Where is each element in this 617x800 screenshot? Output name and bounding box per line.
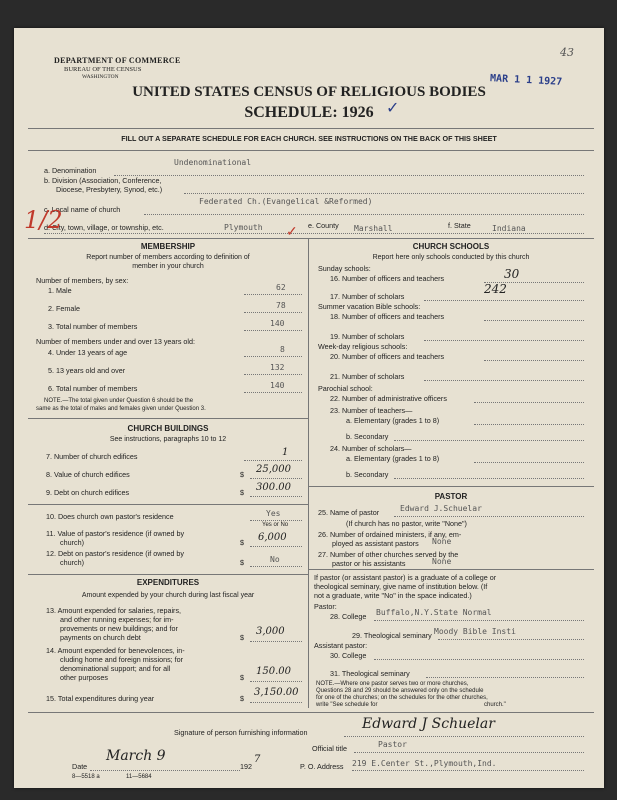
department-label: DEPARTMENT OF COMMERCE: [54, 56, 181, 65]
q26-value: None: [432, 537, 452, 546]
denomination-value: Undenominational: [174, 158, 252, 167]
q6-value: 140: [270, 381, 285, 390]
summer-label: Summer vacation Bible schools:: [318, 302, 421, 311]
assistant-sublabel: Assistant pastor:: [314, 641, 368, 650]
q27-value: None: [432, 557, 452, 566]
q13-label-4: payments on church debt: [60, 633, 141, 642]
q10-label: 10. Does church own pastor's residence: [46, 512, 174, 521]
q7-label: 7. Number of church edifices: [46, 452, 138, 461]
pastor-note-3: for one of the churches; on the schedules for the other churches,: [316, 695, 488, 701]
address-value: 219 E.Center St.,Plymouth,Ind.: [352, 759, 497, 768]
q5-value: 132: [270, 363, 285, 372]
date-label: Date: [72, 762, 88, 771]
q25-value: Edward J.Schuelar: [400, 504, 482, 513]
q9-label: 9. Debt on church edifices: [46, 488, 130, 497]
q18-label: 18. Number of officers and teachers: [330, 312, 445, 321]
bureau-label: BUREAU OF THE CENSUS: [64, 66, 142, 73]
county-value: Marshall: [354, 224, 393, 233]
q4-value: 8: [280, 345, 285, 354]
membership-note-2: same as the total of males and females given under Question 3.: [36, 406, 206, 412]
pastor-note-5: church.": [484, 702, 506, 708]
buildings-sub: See instructions, paragraphs 10 to 12: [109, 436, 227, 443]
q14-label-4: other purposes: [60, 673, 108, 682]
q27-label-1: 27. Number of other churches served by the: [318, 550, 459, 559]
pastor-sublabel: Pastor:: [314, 602, 337, 611]
q22-label: 22. Number of administrative officers: [330, 394, 447, 403]
margin-mark: 1/2: [24, 206, 63, 234]
q15-value: 3,150.00: [254, 687, 299, 698]
q13-value: 3,000: [256, 626, 285, 637]
membership-heading: MEMBERSHIP: [140, 242, 196, 251]
q16-value: 30: [504, 267, 520, 281]
pastor-note-1: NOTE.—Where one pastor serves two or more churches,: [316, 681, 469, 687]
form-number: 8—5518 a: [72, 774, 100, 780]
q11-label-2: church): [60, 538, 84, 547]
state-label: f. State: [448, 221, 471, 230]
q8-value: 25,000: [256, 464, 291, 475]
q1-label: 1. Male: [48, 286, 72, 295]
q4-label: 4. Under 13 years of age: [48, 348, 128, 357]
church-name-value: Federated Ch.(Evangelical &Reformed): [199, 197, 373, 206]
q16-label: 16. Number of officers and teachers: [330, 274, 445, 283]
q30-label: 30. College: [330, 651, 367, 660]
q3-value: 140: [270, 319, 285, 328]
grad-text-3: not a graduate, write "No" in the space indicated.): [314, 591, 472, 600]
q9-value: 300.00: [256, 482, 291, 493]
city-value: Plymouth: [224, 223, 263, 232]
q29-label: 29. Theological seminary: [352, 631, 432, 640]
census-schedule-document: DEPARTMENT OF COMMERCE BUREAU OF THE CENSUS WASHINGTON MAR 1 1 1927 43 UNITED STATES CENSUS OF RELIGIOUS BODIES SCHEDULE: 1926 ✓ FILL OUT A SEPARATE SCHEDULE FOR EACH CHURCH. SEE INSTRUCTIONS ON THE BACK OF THIS SHEET a. Denomination Undenominational b. Division (Association, Conference, Diocese, Presbytery, Synod, etc.) c. Local name of church Federated Ch.(Evangelical &Reformed) d. City, town, village, or township, etc. Plymouth e. County Marshall f. State Indiana 1/2 ✓ MEMBERSHIP Report number of members according to definition of member in your church Number of members, by sex: 1. Male 62 2. Female 78 3. Total number of members 140 Number of members under and over 13 years old: 4. Under 13 years of age 8 5. 13 years old and over 132 6. Total number of members 140 NOTE.—The total given under Question 6 should be the same as the total of males and females given under Question 3. CHURCH BUILDINGS See instructions, paragraphs 10 to 12 7. Number of church edifices 1 8. Value of church edifices $ 25,000 9. Debt on church edifices $ 300.00 10. Does church own pastor's residence Yes Yes or No 11. Value of pastor's residence (if owned by church) $ 6,000 12. Debt on pastor's residence (if owned by church) $ No EXPENDITURES Amount expended by your church during last fiscal year 13. Amount expended for salaries, repairs, and other running expenses; for im- provements or new buildings; and for payments on church debt $ 3,000 14. Amount expended for benevolences, in- cluding home and foreign missions; for denominational support; and for all other purposes $ 150.00 15. Total expenditures during year $ 3,150.00 CHURCH SCHOOLS Report here only schools conducted by this church Sunday schools: 16. Number of officers and teachers 30 17. Number of scholars 242 Summer vacation Bible schools: 18. Number of officers and teachers 19. Number of scholars Week-day religious schools: 20. Number of officers and teachers 21. Number of scholars Parochial school: 22. Number of administrative officers 23. Number of teachers— a. Elementary (grades 1 to 8) b. Secondary 24. Number of scholars— a. Elementary (grades 1 to 8) b. Secondary PASTOR 25. Name of pastor Edward J.Schuelar (If church has no pastor, write "None") 26. Number of ordained ministers, if any, em- ployed as assistant pastors None 27. Number of other churches served by the pastor or his assistants None If pastor (or assistant pastor) is a graduate of a college or theological seminary, give name of institution below. (If not a graduate, write "No" in the space indicated.) Pastor: 28. College Buffalo,N.Y.State Normal 29. Theological seminary Moody Bible Insti Assistant pastor: 30. College 31. Theological seminary NOTE.—Where one pastor serves two or more churches, Questions 28 and 29 should be answered only on the schedule for one of the churches; on the schedules for the other churches, write "See schedule for church." Signature of person furnishing information Edward J Schuelar Official title Pastor Date March 9 192 7 P. O. Address 219 E.Center St.,Plymouth,Ind. 8—5518 a 11—5684: [14, 28, 604, 788]
q20-label: 20. Number of officers and teachers: [330, 352, 445, 361]
schools-sub: Report here only schools conducted by this church: [372, 254, 530, 261]
q2-label: 2. Female: [48, 304, 80, 313]
division-label-2: Diocese, Presbytery, Synod, etc.): [56, 185, 163, 194]
q25-label: 25. Name of pastor: [318, 508, 380, 517]
grad-text-1: If pastor (or assistant pastor) is a graduate of a college or: [314, 573, 497, 582]
signature-value: Edward J Schuelar: [362, 716, 495, 732]
membership-sub-1: Report number of members according to definition of: [86, 254, 250, 261]
q23-label: 23. Number of teachers—: [330, 406, 413, 415]
buildings-heading: CHURCH BUILDINGS: [127, 424, 209, 433]
q1-value: 62: [276, 283, 286, 292]
q11-label-1: 11. Value of pastor's residence (if owned by: [46, 529, 185, 538]
page-mark: 43: [560, 46, 574, 59]
q31-label: 31. Theological seminary: [330, 669, 410, 678]
membership-note-1: NOTE.—The total given under Question 6 should be the: [44, 398, 194, 404]
q29-value: Moody Bible Insti: [434, 627, 516, 636]
q25-note: (If church has no pastor, write "None"): [346, 519, 467, 528]
date-value: March 9: [106, 748, 166, 764]
sunday-label: Sunday schools:: [318, 264, 371, 273]
q3-label: 3. Total number of members: [48, 322, 138, 331]
address-label: P. O. Address: [300, 762, 344, 771]
q15-label: 15. Total expenditures during year: [46, 694, 155, 703]
q26-label-1: 26. Number of ordained ministers, if any, em-: [318, 530, 462, 539]
pastor-heading: PASTOR: [434, 492, 468, 501]
q27-label-2: pastor or his assistants: [332, 559, 406, 568]
pastor-note-4: write "See schedule for: [316, 702, 378, 708]
age-intro-label: Number of members under and over 13 years old:: [36, 337, 196, 346]
signature-label: Signature of person furnishing information: [174, 728, 308, 737]
membership-sub-2: member in your church: [132, 263, 204, 270]
instruction-banner: FILL OUT A SEPARATE SCHEDULE FOR EACH CHURCH. SEE INSTRUCTIONS ON THE BACK OF THIS SHEET: [121, 134, 497, 143]
form-subtitle: SCHEDULE: 1926: [244, 104, 374, 121]
form-number-2: 11—5684: [126, 774, 152, 780]
red-check-icon: ✓: [286, 225, 298, 240]
q12-label-2: church): [60, 558, 84, 567]
by-sex-label: Number of members, by sex:: [36, 276, 129, 285]
q5-label: 5. 13 years old and over: [48, 366, 126, 375]
q23a-label: a. Elementary (grades 1 to 8): [346, 416, 440, 425]
q14-label-2: cluding home and foreign missions; for: [60, 655, 184, 664]
q12-label-1: 12. Debt on pastor's residence (if owned by: [46, 549, 185, 558]
city-label: WASHINGTON: [82, 74, 119, 80]
county-label: e. County: [308, 221, 339, 230]
church-name-label: c. Local name of church: [44, 205, 121, 214]
q13-label-2: and other running expenses; for im-: [60, 615, 174, 624]
q13-label-1: 13. Amount expended for salaries, repairs,: [46, 606, 182, 615]
q23b-label: b. Secondary: [346, 432, 389, 441]
checkmark-icon: ✓: [386, 100, 400, 117]
q24-label: 24. Number of scholars—: [330, 444, 412, 453]
form-title: UNITED STATES CENSUS OF RELIGIOUS BODIES: [132, 84, 486, 100]
q21-label: 21. Number of scholars: [330, 372, 405, 381]
q6-label: 6. Total number of members: [48, 384, 138, 393]
q28-label: 28. College: [330, 612, 367, 621]
q10-value: Yes: [266, 509, 281, 518]
year-handwritten: 7: [254, 754, 261, 765]
q14-label-3: denominational support; and for all: [60, 664, 171, 673]
q13-label-3: provements or new buildings; and for: [60, 624, 178, 633]
q24a-label: a. Elementary (grades 1 to 8): [346, 454, 440, 463]
official-title-value: Pastor: [378, 740, 407, 749]
q17-value: 242: [484, 282, 507, 296]
grad-text-2: theological seminary, give name of institution below. (If: [314, 582, 488, 591]
yes-no-hint: Yes or No: [262, 522, 289, 528]
q2-value: 78: [276, 301, 286, 310]
denomination-label: a. Denomination: [44, 166, 97, 175]
q14-label-1: 14. Amount expended for benevolences, in-: [46, 646, 185, 655]
state-value: Indiana: [492, 224, 526, 233]
q12-value: No: [270, 555, 280, 564]
q17-label: 17. Number of scholars: [330, 292, 405, 301]
q7-value: 1: [282, 447, 289, 458]
schools-heading: CHURCH SCHOOLS: [412, 242, 490, 251]
q8-label: 8. Value of church edifices: [46, 470, 130, 479]
q11-value: 6,000: [258, 532, 287, 543]
q19-label: 19. Number of scholars: [330, 332, 405, 341]
q14-value: 150.00: [256, 666, 291, 677]
q28-value: Buffalo,N.Y.State Normal: [376, 608, 492, 617]
division-label-1: b. Division (Association, Conference,: [44, 176, 162, 185]
q24b-label: b. Secondary: [346, 470, 389, 479]
expenditures-heading: EXPENDITURES: [136, 578, 200, 587]
official-title-label: Official title: [312, 744, 348, 753]
expenditures-sub: Amount expended by your church during last fiscal year: [81, 592, 255, 599]
q26-label-2: ployed as assistant pastors: [332, 539, 419, 548]
received-stamp: MAR 1 1 1927: [489, 73, 563, 88]
weekday-label: Week-day religious schools:: [318, 342, 408, 351]
year-label: 192: [240, 762, 252, 771]
pastor-note-2: Questions 28 and 29 should be answered only on the schedule: [316, 688, 484, 694]
parochial-label: Parochial school:: [318, 384, 373, 393]
city-label: d. City, town, village, or township, etc.: [44, 223, 164, 232]
